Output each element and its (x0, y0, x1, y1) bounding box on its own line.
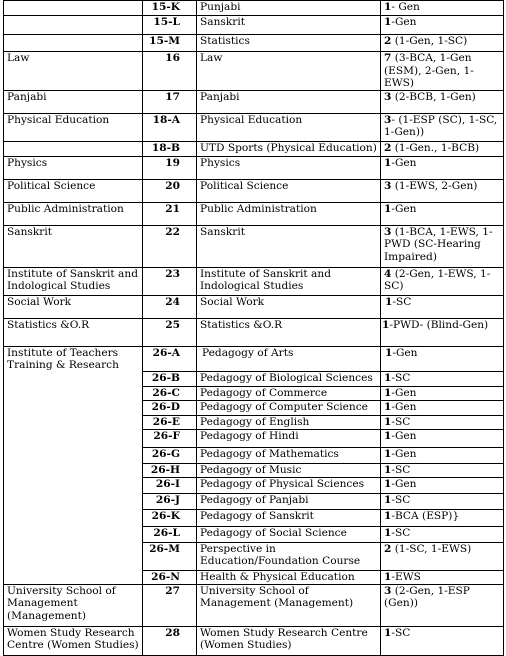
subject-cell: Pedagogy of Hindi (197, 429, 381, 447)
seat-breakdown: (1-Gen, 1-SC) (391, 35, 468, 47)
department-cell: Law (4, 52, 143, 91)
code-cell: 26-M (143, 542, 197, 570)
table-row (4, 584, 504, 626)
seat-count: 3 (384, 584, 392, 597)
seat-breakdown: (2-Gen, 1-ESP (Gen)) (384, 584, 470, 610)
seats-cell (381, 295, 504, 318)
seat-breakdown: -SC (391, 493, 411, 506)
seat-breakdown: -Gen (391, 156, 417, 169)
seats-cell (381, 415, 504, 429)
code-cell: 18-A (143, 113, 197, 141)
seats-cell (381, 509, 504, 526)
seat-count: 3 (384, 179, 392, 192)
seat-count: 2 (384, 141, 392, 154)
subject-cell: Women Study Research Centre (Women Studies) (197, 626, 381, 655)
code-cell: 17 (143, 90, 197, 113)
seat-count: 1 (384, 463, 392, 476)
code-cell: 26-C (143, 386, 197, 400)
code-cell: 15-K (143, 1, 197, 16)
code-cell: 26-H (143, 463, 197, 477)
subject-cell: UTD Sports (Physical Education) (197, 141, 381, 156)
code-cell: 26-B (143, 371, 197, 386)
seat-count: 1 (385, 295, 393, 308)
seat-count: 1 (384, 493, 392, 506)
seat-breakdown: -EWS (391, 570, 421, 583)
seat-breakdown: -Gen (392, 346, 418, 359)
seats-cell (381, 113, 504, 141)
department-cell: Physics (4, 156, 143, 179)
seat-breakdown: (3-BCA, 1-Gen (ESM), 2-Gen, 1-EWS) (384, 52, 474, 90)
table-row (4, 267, 504, 295)
seat-count: 1 (384, 429, 392, 442)
code-cell: 26-I (143, 477, 197, 493)
subject-cell: Social Work (197, 295, 381, 318)
seats-cell (381, 386, 504, 400)
department-cell: Panjabi (4, 90, 143, 113)
seats-cell (381, 35, 504, 52)
table-row (4, 295, 504, 318)
seats-cell (381, 400, 504, 415)
table-row (4, 346, 504, 371)
seat-count: 1 (384, 526, 392, 539)
seat-breakdown: -Gen (391, 429, 417, 442)
code-cell: 26-F (143, 429, 197, 447)
table-row (4, 202, 504, 225)
department-cell: Statistics &O.R (4, 318, 143, 346)
seats-cell (381, 463, 504, 477)
seat-breakdown: (2-Gen, 1-EWS, 1-SC) (384, 267, 491, 293)
seats-cell (381, 429, 504, 447)
subject-cell: Political Science (197, 179, 381, 202)
subject-cell: Pedagogy of Commerce (197, 386, 381, 400)
subject-cell: Pedagogy of English (197, 415, 381, 429)
code-cell: 26-G (143, 447, 197, 463)
code-cell: 28 (143, 626, 197, 655)
table-row (4, 225, 504, 267)
table-row (4, 141, 504, 156)
subject-cell: Pedagogy of Biological Sciences (197, 371, 381, 386)
department-cell: Public Administration (4, 202, 143, 225)
code-cell: 24 (143, 295, 197, 318)
seat-breakdown: -SC (391, 371, 411, 384)
seat-count: 1 (384, 1, 392, 13)
seat-count: 1 (384, 202, 392, 215)
code-cell: 26-A (143, 346, 197, 371)
department-cell: Political Science (4, 179, 143, 202)
seats-cell (381, 318, 504, 346)
seat-count: 1 (384, 626, 392, 639)
code-cell: 26-J (143, 493, 197, 509)
seat-count: 1 (382, 318, 390, 331)
seats-cell (381, 1, 504, 16)
table-row (4, 16, 504, 35)
department-cell (4, 16, 143, 35)
seats-cell (381, 371, 504, 386)
seats-cell (381, 493, 504, 509)
department-cell: Institute of Sanskrit and Indological Studies (4, 267, 143, 295)
seat-breakdown: - Gen (391, 1, 420, 13)
seats-cell (381, 346, 504, 371)
seat-breakdown: -Gen (391, 477, 417, 490)
seats-cell (381, 16, 504, 35)
seat-breakdown: (1-BCA, 1-EWS, 1-PWD (SC-Hearing Impaired) (384, 225, 493, 263)
seats-cell (381, 202, 504, 225)
seats-cell (381, 477, 504, 493)
code-cell: 18-B (143, 141, 197, 156)
seat-count: 1 (384, 477, 392, 490)
table-row (4, 318, 504, 346)
seat-breakdown: (2-BCB, 1-Gen) (391, 90, 476, 103)
subject-cell: Physics (197, 156, 381, 179)
department-cell: University School of Management (Management) (4, 584, 143, 626)
seat-breakdown: -Gen (391, 386, 417, 399)
code-cell: 26-L (143, 526, 197, 542)
subject-cell: Pedagogy of Computer Science (197, 400, 381, 415)
department-cell: Sanskrit (4, 225, 143, 267)
department-cell (4, 1, 143, 16)
seat-count: 2 (384, 35, 392, 47)
code-cell: 20 (143, 179, 197, 202)
subject-cell: Statistics (197, 35, 381, 52)
seat-count: 1 (384, 447, 392, 460)
seat-breakdown: -SC (391, 415, 411, 428)
seat-breakdown: (1-Gen., 1-BCB) (391, 141, 480, 154)
subject-cell: Pedagogy of Arts (197, 346, 381, 371)
seats-cell (381, 156, 504, 179)
seat-count: 7 (384, 52, 392, 64)
seat-count: 1 (384, 570, 392, 583)
seats-cell (381, 267, 504, 295)
code-cell: 27 (143, 584, 197, 626)
seat-breakdown: -PWD- (Blind-Gen) (389, 318, 489, 331)
subject-cell: Sanskrit (197, 225, 381, 267)
subject-cell: Sanskrit (197, 16, 381, 35)
seat-count: 1 (384, 16, 392, 28)
seat-count: 1 (384, 415, 392, 428)
seat-breakdown: -Gen (391, 16, 417, 28)
code-cell: 26-N (143, 570, 197, 584)
table-row (4, 1, 504, 16)
seats-cell (381, 90, 504, 113)
seat-breakdown: (1-EWS, 2-Gen) (391, 179, 478, 192)
seat-breakdown: -Gen (391, 202, 417, 215)
code-cell: 23 (143, 267, 197, 295)
seat-count: 1 (384, 400, 392, 413)
subject-cell: Statistics &O.R (197, 318, 381, 346)
seat-breakdown: -SC (391, 626, 411, 639)
code-cell: 22 (143, 225, 197, 267)
code-cell: 21 (143, 202, 197, 225)
seats-cell (381, 542, 504, 570)
subject-cell: Public Administration (197, 202, 381, 225)
table-row (4, 113, 504, 141)
code-cell: 15-M (143, 35, 197, 52)
seat-count: 3 (384, 225, 392, 238)
seat-breakdown: -SC (391, 463, 411, 476)
seat-breakdown: -Gen (391, 447, 417, 460)
seat-breakdown: -SC (392, 295, 412, 308)
seats-cell (381, 584, 504, 626)
department-cell: Institute of Teachers Training & Research (4, 346, 143, 584)
department-cell: Physical Education (4, 113, 143, 141)
subject-cell: Panjabi (197, 90, 381, 113)
seats-cell (381, 626, 504, 655)
seat-breakdown: -SC (391, 526, 411, 539)
table-row (4, 52, 504, 91)
subject-cell: Pedagogy of Music (197, 463, 381, 477)
subject-cell: Punjabi (197, 1, 381, 16)
seats-cell (381, 179, 504, 202)
seats-cell (381, 526, 504, 542)
seat-count: 4 (384, 267, 392, 280)
table-row (4, 179, 504, 202)
seat-count: 1 (384, 509, 392, 522)
subject-cell: Perspective in Education/Foundation Course (197, 542, 381, 570)
table-row (4, 626, 504, 655)
seats-cell (381, 52, 504, 91)
subject-cell: Law (197, 52, 381, 91)
department-cell: Women Study Research Centre (Women Studies) (4, 626, 143, 655)
subject-cell: Health & Physical Education (197, 570, 381, 584)
department-cell (4, 141, 143, 156)
subject-cell: Pedagogy of Mathematics (197, 447, 381, 463)
seat-breakdown: -BCA (ESP)} (391, 509, 460, 522)
seat-breakdown: -Gen (391, 400, 417, 413)
subject-cell: Pedagogy of Panjabi (197, 493, 381, 509)
subject-cell: University School of Management (Management) (197, 584, 381, 626)
seat-count: 1 (384, 386, 392, 399)
department-cell (4, 35, 143, 52)
code-cell: 15-L (143, 16, 197, 35)
table-body (4, 1, 504, 656)
seat-count: 3 (384, 113, 392, 126)
code-cell: 26-K (143, 509, 197, 526)
seats-cell (381, 225, 504, 267)
seat-count: 1 (385, 346, 393, 359)
code-cell: 19 (143, 156, 197, 179)
seat-breakdown: - (1-ESP (SC), 1-SC, 1-Gen)) (384, 113, 498, 139)
table-row (4, 90, 504, 113)
seats-cell (381, 141, 504, 156)
seats-cell (381, 570, 504, 584)
subject-cell: Physical Education (197, 113, 381, 141)
seat-count: 2 (384, 542, 392, 555)
department-cell: Social Work (4, 295, 143, 318)
seat-count: 3 (384, 90, 392, 103)
code-cell: 25 (143, 318, 197, 346)
subject-cell: Pedagogy of Social Science (197, 526, 381, 542)
subject-cell: Pedagogy of Physical Sciences (197, 477, 381, 493)
seat-count: 1 (384, 156, 392, 169)
table-row (4, 35, 504, 52)
subject-cell: Pedagogy of Sanskrit (197, 509, 381, 526)
seat-breakdown: (1-SC, 1-EWS) (391, 542, 472, 555)
subject-cell: Institute of Sanskrit and Indological Studies (197, 267, 381, 295)
table-row (4, 156, 504, 179)
seat-allocation-table (3, 0, 504, 656)
code-cell: 16 (143, 52, 197, 91)
seats-cell (381, 447, 504, 463)
seat-count: 1 (384, 371, 392, 384)
code-cell: 26-D (143, 400, 197, 415)
code-cell: 26-E (143, 415, 197, 429)
